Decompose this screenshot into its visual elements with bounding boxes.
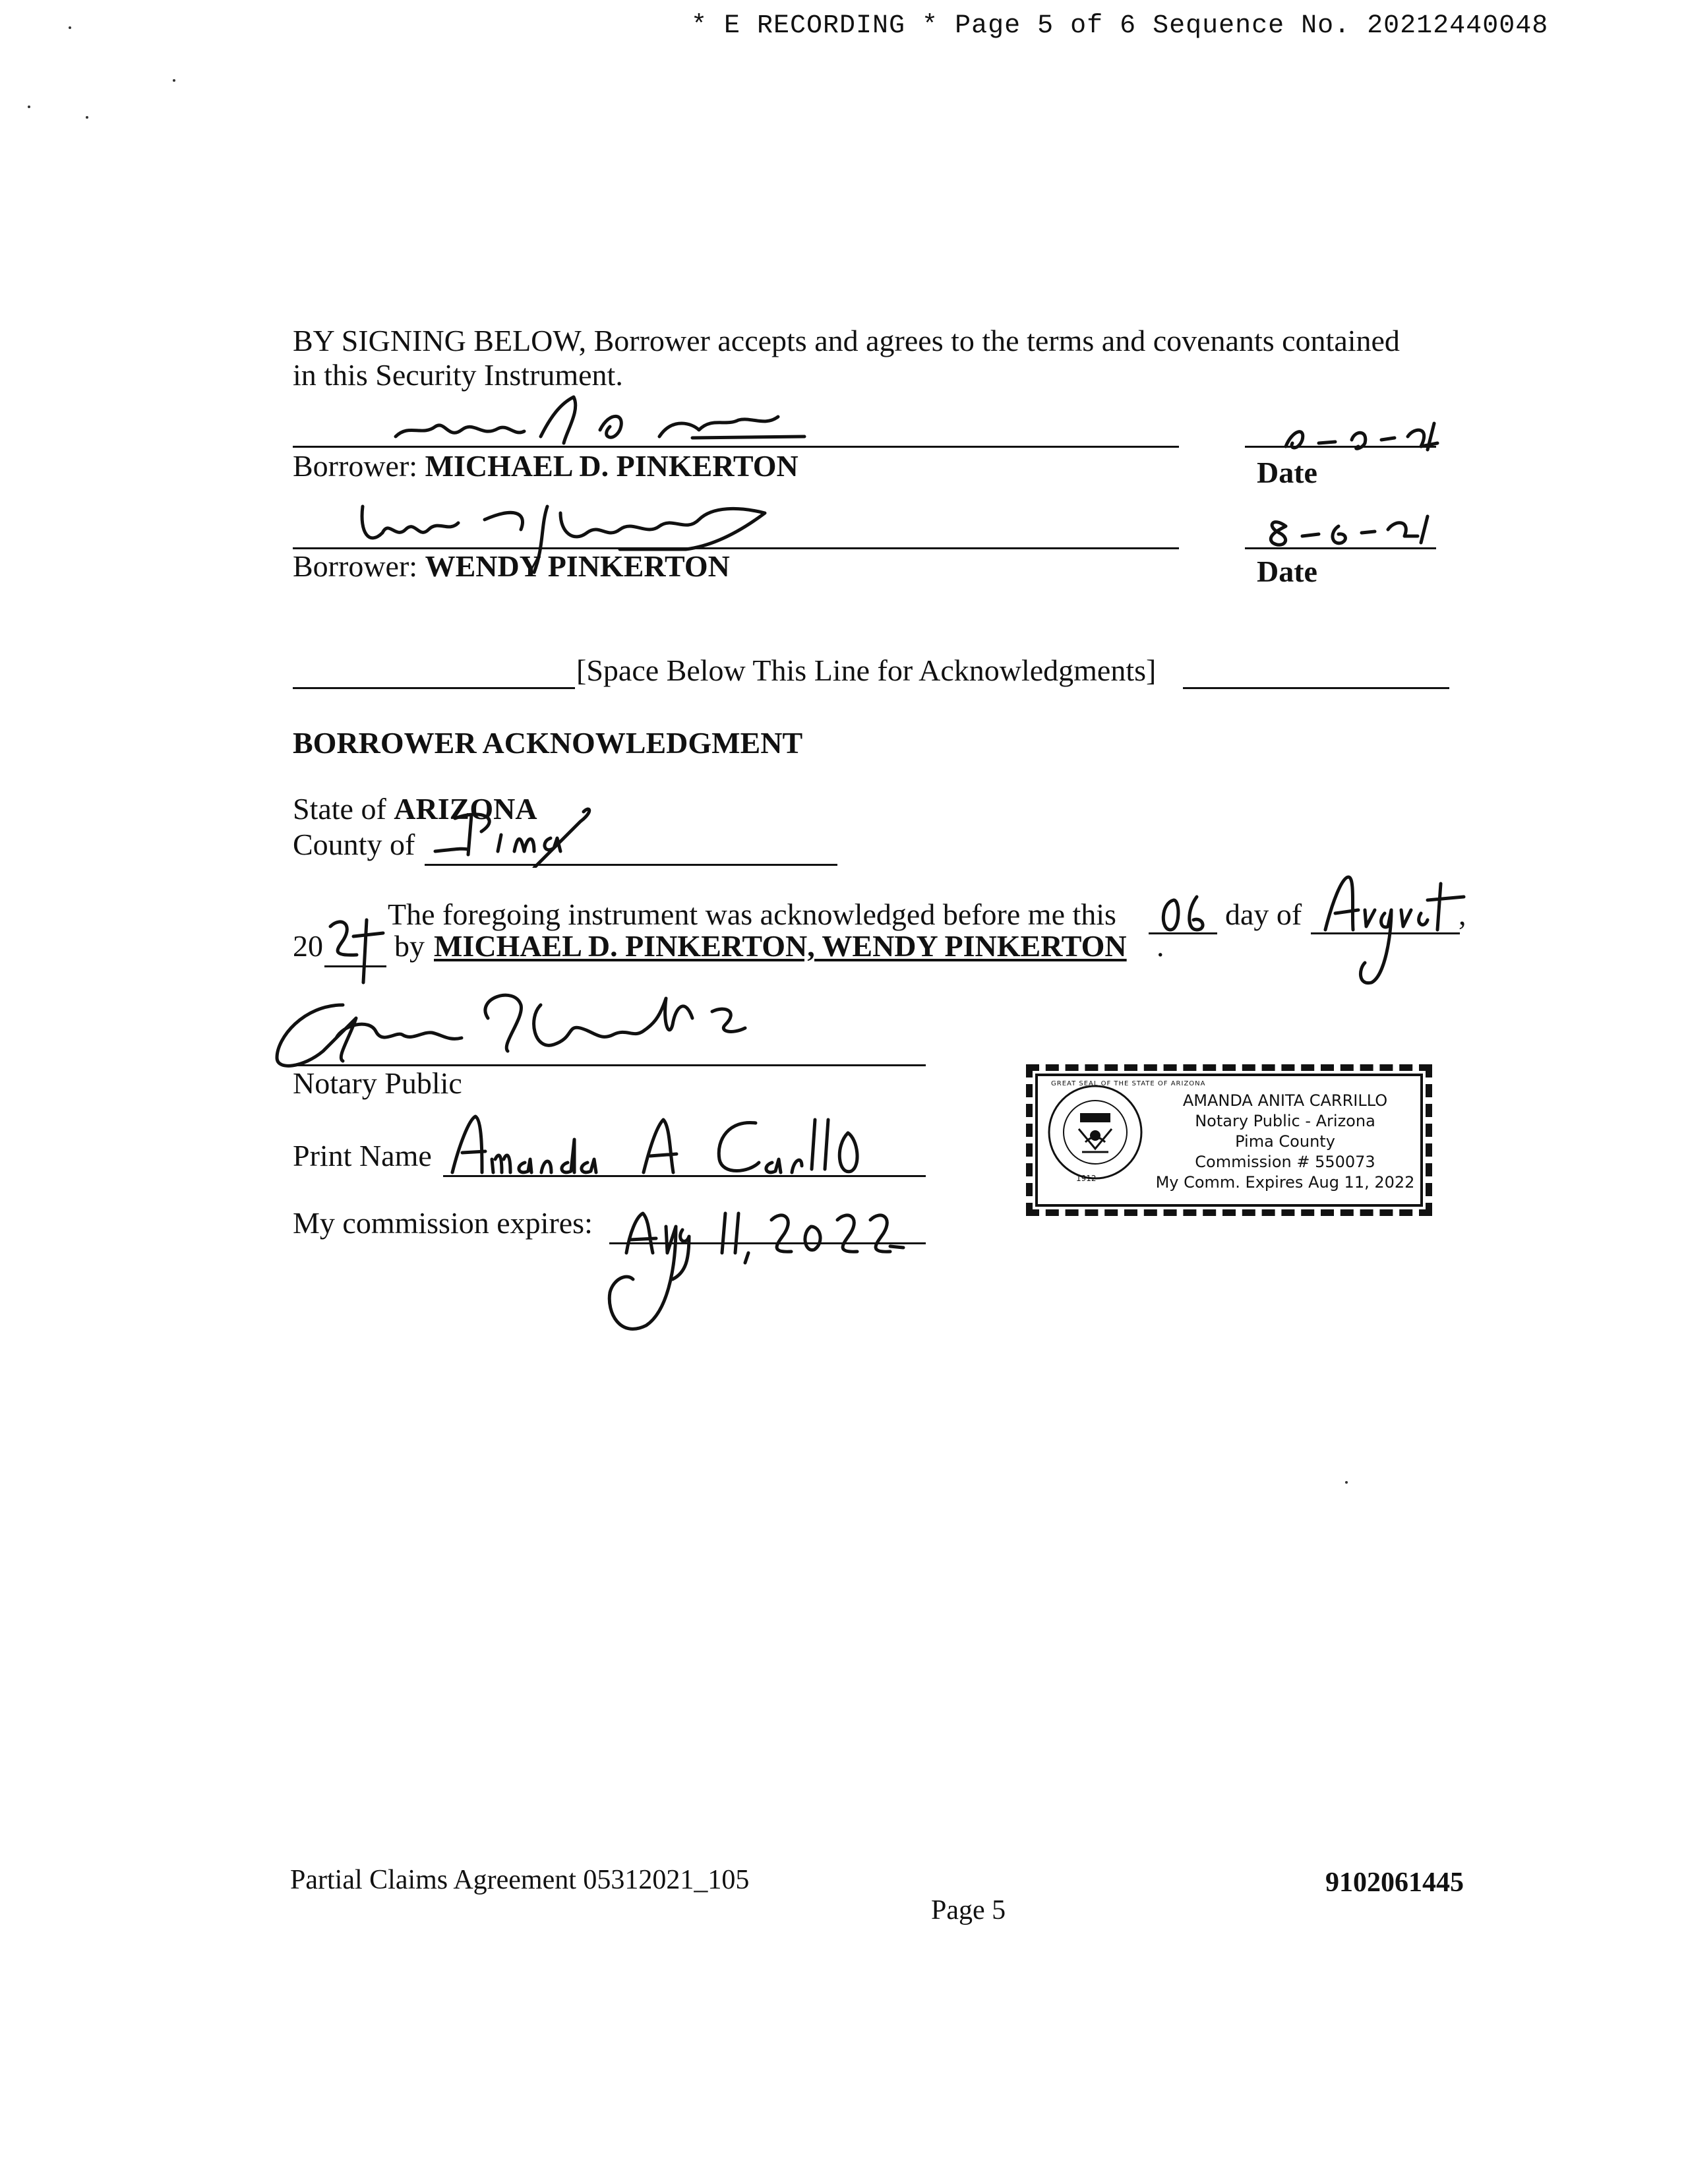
by-label: by	[394, 929, 425, 963]
borrower-prefix: Borrower:	[293, 549, 418, 583]
commission-label: My commission expires:	[293, 1206, 593, 1240]
handwritten-date-1	[1273, 417, 1444, 456]
year-prefix: 20	[293, 929, 323, 963]
stamp-commission: Commission # 550073	[1195, 1153, 1375, 1171]
handwritten-year	[320, 910, 393, 989]
stamp-notary-name: AMANDA ANITA CARRILLO	[1182, 1091, 1388, 1110]
borrower2-label	[293, 551, 730, 582]
signature-michael-pinkerton	[382, 390, 857, 456]
borrower1-label	[293, 451, 799, 481]
scan-speck	[86, 116, 88, 119]
seal-text: GREAT SEAL OF THE STATE OF ARIZONA	[1051, 1080, 1206, 1087]
signing-intro-line1: BY SIGNING BELOW, Borrower accepts and agrees to the terms and covenants contained	[293, 324, 1400, 357]
arizona-seal-icon	[1046, 1083, 1145, 1182]
handwritten-month	[1312, 864, 1484, 996]
state-value: ARIZONA	[394, 792, 537, 826]
signature-notary	[264, 979, 831, 1077]
borrower2-name: WENDY PINKERTON	[425, 549, 730, 583]
names-period: .	[1157, 929, 1164, 963]
scan-speck	[173, 79, 175, 82]
notary-public-label: Notary Public	[293, 1066, 462, 1100]
seal-legend	[1051, 1079, 1335, 1092]
separator-line-left	[293, 687, 575, 689]
acknowledgment-sentence-part1: The foregoing instrument was acknowledged before me this	[388, 897, 1116, 931]
stamp-expires: My Comm. Expires Aug 11, 2022	[1155, 1173, 1415, 1192]
scan-speck	[1345, 1481, 1348, 1484]
separator-line-right	[1183, 687, 1449, 689]
seal-year: 1912	[1076, 1174, 1097, 1183]
date-label-1: Date	[1257, 456, 1317, 489]
print-name-label: Print Name	[293, 1139, 432, 1172]
handwritten-county-pima	[429, 802, 600, 868]
stamp-county: Pima County	[1235, 1132, 1335, 1151]
recording-header: * E RECORDING * Page 5 of 6 Sequence No. 20212440048	[691, 11, 1549, 41]
date-label-2: Date	[1257, 555, 1317, 588]
scan-speck	[28, 106, 30, 108]
footer-right: 9102061445	[1325, 1867, 1464, 1898]
acknowledgment-heading: BORROWER ACKNOWLEDGMENT	[293, 726, 803, 760]
sentence-comma: ,	[1459, 897, 1466, 931]
handwritten-date-2	[1246, 506, 1437, 553]
scan-speck	[69, 26, 71, 29]
borrower-prefix: Borrower:	[293, 449, 418, 483]
stamp-title: Notary Public - Arizona	[1195, 1112, 1375, 1130]
state-prefix: State of	[293, 792, 386, 826]
footer-left: Partial Claims Agreement 05312021_105	[290, 1865, 750, 1895]
page-number: Page 5	[931, 1895, 1006, 1926]
county-prefix: County of	[293, 828, 415, 861]
acknowledged-names: MICHAEL D. PINKERTON, WENDY PINKERTON	[434, 929, 1127, 963]
signing-intro-line2: in this Security Instrument.	[293, 358, 623, 392]
acknowledgment-sentence-part2: day of	[1225, 897, 1302, 931]
borrower1-name: MICHAEL D. PINKERTON	[425, 449, 799, 483]
notary-stamp	[1026, 1064, 1432, 1216]
stamp-text-block	[1150, 1091, 1420, 1193]
handwritten-print-name	[446, 1100, 920, 1186]
acknowledgment-separator: [Space Below This Line for Acknowledgments]	[576, 653, 1157, 687]
handwritten-commission-date	[593, 1180, 936, 1345]
